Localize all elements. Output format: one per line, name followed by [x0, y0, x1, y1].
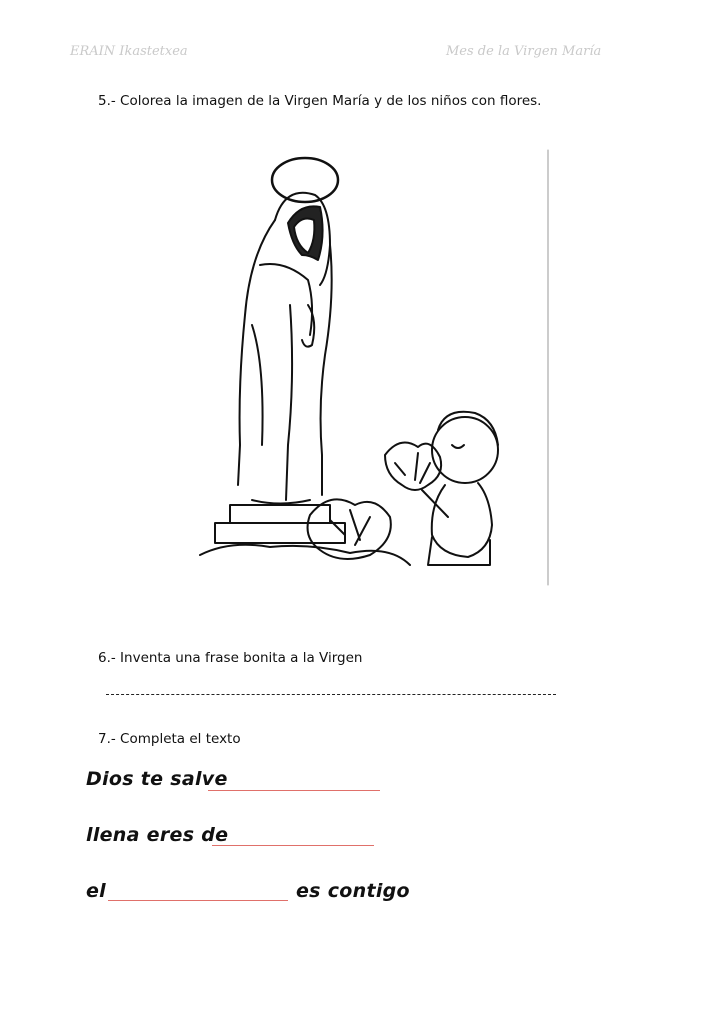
halo-icon [272, 158, 338, 202]
prayer-line-1: Dios te salve [86, 768, 228, 790]
blank-3[interactable] [108, 900, 288, 901]
answer-line[interactable] [106, 694, 556, 695]
blank-1[interactable] [208, 790, 380, 791]
header-left: ERAIN Ikastetxea [70, 44, 188, 59]
header-right: Mes de la Virgen María [446, 44, 602, 59]
question-6: 6.- Inventa una frase bonita a la Virgen [98, 650, 363, 666]
prayer-line-3-end: es contigo [296, 880, 410, 902]
prayer-line-3-start: el [86, 880, 106, 902]
question-5: 5.- Colorea la imagen de la Virgen María y de los niños con flores. [98, 93, 542, 109]
virgin-mary-coloring-illustration [190, 145, 560, 590]
blank-2[interactable] [212, 845, 374, 846]
question-7: 7.- Completa el texto [98, 731, 241, 747]
prayer-line-2: llena eres de [86, 824, 229, 846]
